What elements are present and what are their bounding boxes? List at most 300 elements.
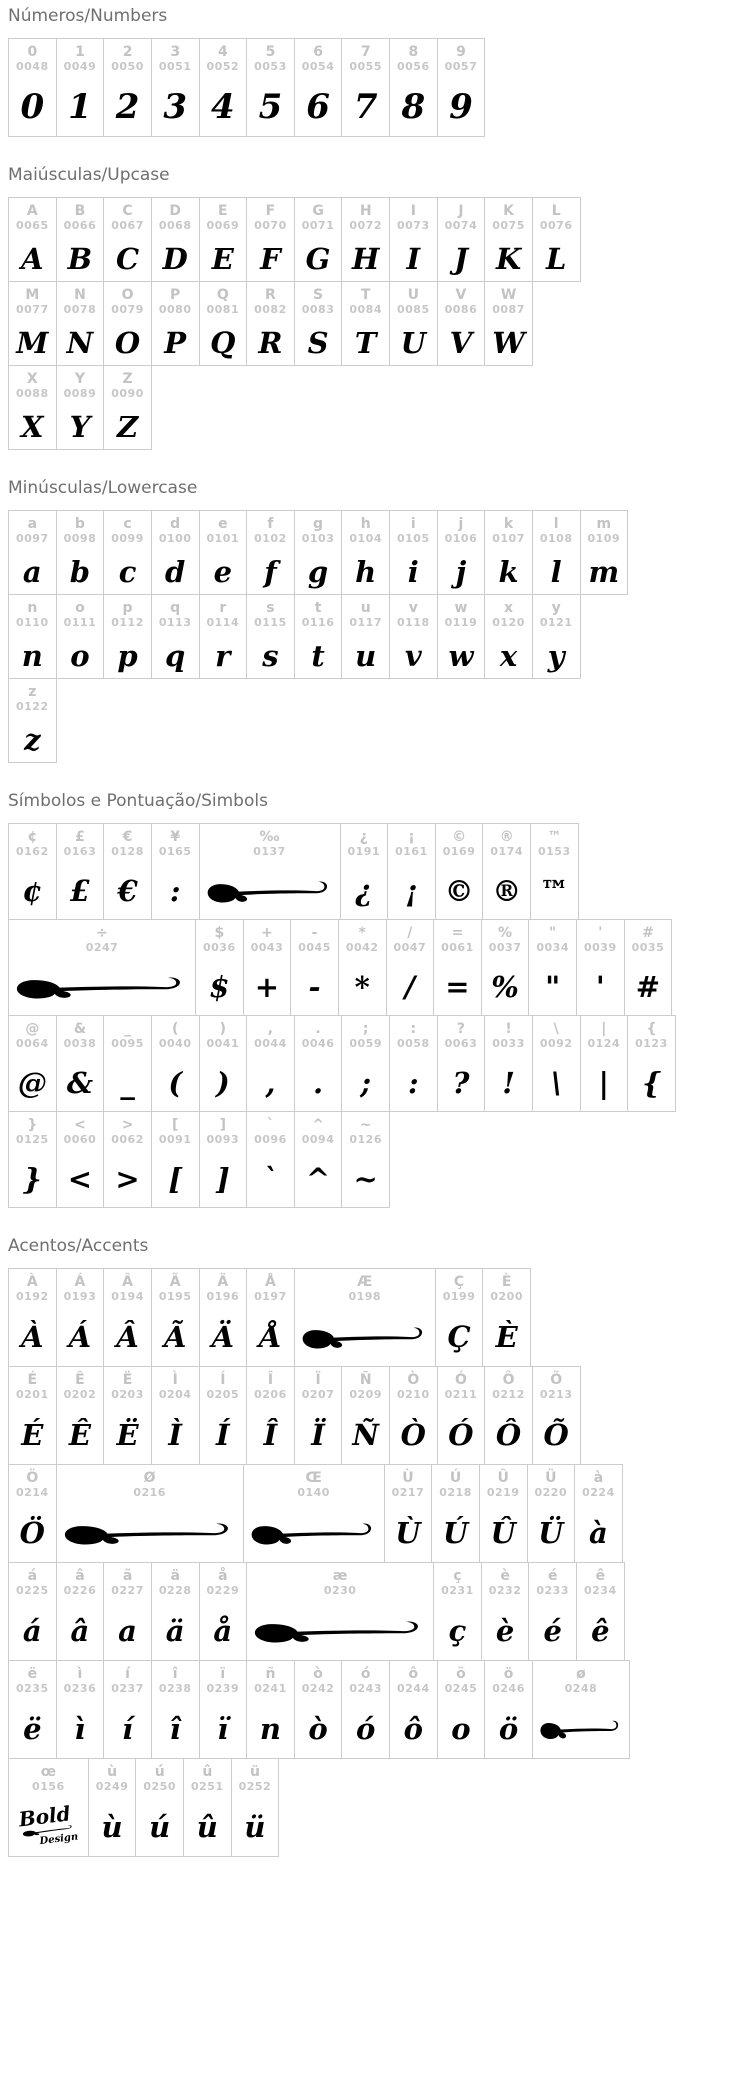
unicode-code: 0140 bbox=[297, 1486, 330, 1499]
unicode-code: 0062 bbox=[111, 1133, 144, 1146]
font-glyph: > bbox=[115, 1162, 140, 1196]
unicode-code: 0105 bbox=[397, 532, 430, 545]
reference-char: 8 bbox=[408, 44, 419, 60]
reference-char: n bbox=[27, 600, 38, 616]
unicode-code: 0061 bbox=[441, 941, 474, 954]
char-cell bbox=[8, 281, 57, 366]
font-glyph: , bbox=[265, 1066, 276, 1100]
font-glyph: Å bbox=[259, 1320, 282, 1354]
char-cell bbox=[8, 1366, 57, 1465]
char-cell bbox=[231, 1758, 280, 1857]
font-glyph: l bbox=[550, 555, 562, 589]
char-cell bbox=[627, 1015, 676, 1112]
unicode-code: 0060 bbox=[63, 1133, 97, 1146]
font-glyph: ä bbox=[165, 1614, 185, 1648]
reference-char: à bbox=[593, 1470, 604, 1486]
char-cell bbox=[246, 281, 295, 366]
font-glyph bbox=[540, 1703, 622, 1755]
reference-char: A bbox=[26, 203, 38, 219]
font-glyph: € bbox=[117, 874, 138, 908]
reference-char: û bbox=[202, 1764, 213, 1780]
font-glyph: ï bbox=[217, 1712, 229, 1746]
char-cell bbox=[8, 823, 57, 920]
char-cell bbox=[341, 1015, 390, 1112]
reference-char: 2 bbox=[122, 44, 133, 60]
reference-char: ™ bbox=[547, 829, 562, 845]
reference-char: Á bbox=[74, 1274, 86, 1290]
font-glyph: © bbox=[444, 874, 474, 908]
font-glyph: ê bbox=[591, 1614, 610, 1648]
char-cell bbox=[341, 281, 390, 366]
font-glyph: v bbox=[404, 639, 422, 673]
reference-char: d bbox=[170, 516, 181, 532]
char-cell bbox=[56, 1562, 105, 1661]
reference-char: 7 bbox=[360, 44, 371, 60]
reference-char: ` bbox=[266, 1117, 274, 1133]
unicode-code: 0085 bbox=[397, 303, 430, 316]
font-glyph: Ù bbox=[395, 1516, 421, 1550]
reference-char: U bbox=[407, 287, 419, 303]
unicode-code: 0103 bbox=[301, 532, 335, 545]
reference-char: ô bbox=[408, 1666, 419, 1682]
unicode-code: 0201 bbox=[16, 1388, 49, 1401]
unicode-code: 0224 bbox=[582, 1486, 615, 1499]
unicode-code: 0125 bbox=[16, 1133, 49, 1146]
unicode-code: 0196 bbox=[206, 1290, 240, 1303]
font-glyph bbox=[254, 1605, 426, 1657]
reference-char: $ bbox=[214, 925, 225, 941]
font-glyph bbox=[207, 866, 333, 916]
unicode-code: 0069 bbox=[206, 219, 240, 232]
reference-char: ‰ bbox=[259, 829, 280, 845]
font-glyph: â bbox=[70, 1614, 90, 1648]
char-cell bbox=[8, 365, 57, 450]
unicode-code: 0161 bbox=[395, 845, 428, 858]
unicode-code: 0107 bbox=[492, 532, 525, 545]
font-glyph: ™ bbox=[539, 874, 569, 908]
font-glyph bbox=[16, 1801, 81, 1853]
reference-char: ] bbox=[219, 1117, 227, 1133]
reference-char: ¿ bbox=[359, 829, 368, 845]
unicode-code: 0119 bbox=[444, 616, 478, 629]
reference-char: ø bbox=[576, 1666, 586, 1682]
font-glyph: ú bbox=[149, 1810, 171, 1844]
char-cell bbox=[8, 1268, 57, 1367]
font-glyph: & bbox=[66, 1066, 94, 1100]
swash-glyph-icon bbox=[16, 972, 188, 1002]
char-cell bbox=[532, 1366, 581, 1465]
char-cell bbox=[246, 510, 295, 595]
font-glyph: ó bbox=[356, 1712, 376, 1746]
char-cell bbox=[199, 1562, 248, 1661]
reference-char: " bbox=[549, 925, 557, 941]
char-row bbox=[8, 365, 152, 450]
font-glyph: U bbox=[400, 326, 426, 360]
font-glyph: # bbox=[635, 970, 661, 1004]
font-glyph: ¿ bbox=[355, 874, 373, 908]
font-glyph: Ç bbox=[447, 1320, 471, 1354]
reference-char: q bbox=[170, 600, 181, 616]
char-cell bbox=[580, 1015, 629, 1112]
unicode-code: 0228 bbox=[158, 1584, 192, 1597]
char-cell bbox=[103, 1111, 152, 1208]
unicode-code: 0235 bbox=[16, 1682, 49, 1695]
char-row bbox=[8, 1660, 630, 1759]
unicode-code: 0114 bbox=[206, 616, 240, 629]
unicode-code: 0037 bbox=[488, 941, 522, 954]
unicode-code: 0092 bbox=[539, 1037, 573, 1050]
unicode-code: 0090 bbox=[111, 387, 144, 400]
char-cell bbox=[103, 510, 152, 595]
reference-char: È bbox=[501, 1274, 512, 1290]
reference-char: # bbox=[642, 925, 654, 941]
unicode-code: 0109 bbox=[587, 532, 621, 545]
reference-char: | bbox=[601, 1021, 607, 1037]
unicode-code: 0091 bbox=[158, 1133, 192, 1146]
reference-char: a bbox=[27, 516, 38, 532]
unicode-code: 0169 bbox=[442, 845, 476, 858]
reference-char: Ó bbox=[454, 1372, 467, 1388]
font-glyph: 8 bbox=[401, 87, 426, 127]
font-glyph: @ bbox=[17, 1066, 47, 1100]
unicode-code: 0093 bbox=[206, 1133, 240, 1146]
font-glyph: Ú bbox=[442, 1516, 469, 1550]
unicode-code: 0210 bbox=[397, 1388, 430, 1401]
font-glyph: ` bbox=[263, 1162, 278, 1196]
char-cell bbox=[294, 510, 343, 595]
char-cell bbox=[246, 1660, 295, 1759]
reference-char: Ç bbox=[453, 1274, 465, 1290]
unicode-code: 0049 bbox=[63, 60, 97, 73]
char-cell bbox=[151, 1111, 200, 1208]
unicode-code: 0043 bbox=[250, 941, 284, 954]
font-glyph: î bbox=[169, 1712, 181, 1746]
font-glyph: ë bbox=[23, 1712, 42, 1746]
font-glyph: ¢ bbox=[22, 874, 43, 908]
font-glyph: P bbox=[164, 326, 187, 360]
char-cell bbox=[8, 1464, 57, 1563]
reference-char: Ä bbox=[217, 1274, 229, 1290]
char-row bbox=[8, 1366, 581, 1465]
reference-char: X bbox=[26, 371, 38, 387]
char-cell bbox=[437, 1660, 486, 1759]
font-glyph: Â bbox=[116, 1320, 139, 1354]
reference-char: É bbox=[27, 1372, 38, 1388]
font-glyph: è bbox=[495, 1614, 515, 1648]
font-glyph: o bbox=[451, 1712, 471, 1746]
font-glyph: g bbox=[307, 555, 329, 589]
reference-char: Õ bbox=[550, 1372, 563, 1388]
reference-char: M bbox=[25, 287, 40, 303]
unicode-code: 0102 bbox=[254, 532, 287, 545]
reference-char: í bbox=[125, 1666, 130, 1682]
unicode-code: 0238 bbox=[158, 1682, 192, 1695]
char-cell bbox=[437, 197, 486, 282]
logo-text-bold: Bold bbox=[17, 1801, 72, 1832]
section-title: Minúsculas/Lowercase bbox=[8, 478, 198, 498]
unicode-code: 0057 bbox=[444, 60, 478, 73]
font-glyph: Ñ bbox=[352, 1418, 379, 1452]
char-row bbox=[8, 38, 485, 137]
font-glyph: a bbox=[22, 555, 42, 589]
unicode-code: 0218 bbox=[439, 1486, 472, 1499]
char-cell bbox=[199, 510, 248, 595]
char-cell bbox=[484, 1660, 533, 1759]
reference-char: R bbox=[265, 287, 276, 303]
font-glyph: S bbox=[307, 326, 329, 360]
unicode-code: 0247 bbox=[85, 941, 119, 954]
section-upper bbox=[8, 165, 722, 450]
unicode-code: 0055 bbox=[349, 60, 382, 73]
font-glyph: ü bbox=[244, 1810, 266, 1844]
reference-char: õ bbox=[456, 1666, 466, 1682]
char-cell bbox=[528, 1562, 577, 1661]
reference-char: K bbox=[503, 203, 514, 219]
unicode-code: 0080 bbox=[158, 303, 192, 316]
reference-char: ¥ bbox=[170, 829, 181, 845]
reference-char: l bbox=[553, 516, 559, 532]
unicode-code: 0067 bbox=[111, 219, 144, 232]
section-title: Símbolos e Pontuação/Simbols bbox=[8, 791, 268, 811]
reference-char: S bbox=[313, 287, 324, 303]
font-glyph: Z bbox=[116, 410, 139, 444]
reference-char: € bbox=[122, 829, 133, 845]
font-glyph: T bbox=[354, 326, 377, 360]
char-cell bbox=[151, 594, 200, 679]
char-cell bbox=[246, 1366, 295, 1465]
char-cell bbox=[103, 365, 152, 450]
unicode-code: 0246 bbox=[492, 1682, 525, 1695]
section-accents bbox=[8, 1236, 722, 1857]
font-glyph: Û bbox=[490, 1516, 516, 1550]
font-glyph: % bbox=[491, 970, 519, 1004]
char-row bbox=[8, 1268, 531, 1367]
unicode-code: 0120 bbox=[492, 616, 525, 629]
reference-char: 6 bbox=[313, 44, 323, 60]
font-glyph bbox=[302, 1311, 428, 1363]
reference-char: 3 bbox=[170, 44, 181, 60]
font-glyph: c bbox=[118, 555, 137, 589]
font-glyph: ® bbox=[492, 874, 522, 908]
char-row bbox=[8, 510, 628, 595]
char-cell bbox=[532, 510, 581, 595]
reference-char: O bbox=[121, 287, 134, 303]
font-glyph: ; bbox=[360, 1066, 372, 1100]
font-glyph: ) bbox=[215, 1066, 230, 1100]
reference-char: Ø bbox=[143, 1470, 156, 1486]
font-glyph: " bbox=[545, 970, 561, 1004]
font-glyph: Ò bbox=[400, 1418, 426, 1452]
unicode-code: 0193 bbox=[63, 1290, 97, 1303]
reference-char: ò bbox=[313, 1666, 323, 1682]
char-cell bbox=[481, 1562, 530, 1661]
reference-char: E bbox=[218, 203, 228, 219]
char-cell bbox=[532, 1660, 630, 1759]
reference-char: Í bbox=[220, 1372, 226, 1388]
char-cell bbox=[294, 1268, 436, 1367]
unicode-code: 0041 bbox=[206, 1037, 240, 1050]
font-glyph: B bbox=[67, 242, 93, 276]
font-glyph: ô bbox=[403, 1712, 423, 1746]
unicode-code: 0202 bbox=[63, 1388, 97, 1401]
char-cell bbox=[135, 1758, 184, 1857]
reference-char: [ bbox=[171, 1117, 179, 1133]
font-glyph: Ö bbox=[19, 1516, 45, 1550]
font-glyph: Ã bbox=[163, 1320, 187, 1354]
unicode-code: 0084 bbox=[349, 303, 382, 316]
font-glyph: q bbox=[165, 639, 186, 673]
char-cell bbox=[532, 594, 581, 679]
unicode-code: 0100 bbox=[158, 532, 192, 545]
font-glyph: D bbox=[162, 242, 188, 276]
reference-char: i bbox=[410, 516, 416, 532]
char-cell bbox=[56, 197, 105, 282]
char-row bbox=[8, 281, 533, 366]
char-cell bbox=[389, 38, 438, 137]
unicode-code: 0112 bbox=[111, 616, 144, 629]
font-glyph: á bbox=[22, 1614, 42, 1648]
unicode-code: 0044 bbox=[254, 1037, 287, 1050]
reference-char: . bbox=[315, 1021, 321, 1037]
char-cell bbox=[294, 1015, 343, 1112]
font-glyph: A bbox=[21, 242, 44, 276]
char-cell bbox=[246, 197, 295, 282]
font-glyph: Ê bbox=[68, 1418, 91, 1452]
font-glyph: d bbox=[165, 555, 186, 589]
font-glyph: Í bbox=[216, 1418, 230, 1452]
char-cell bbox=[340, 823, 389, 920]
font-glyph: ¡ bbox=[405, 874, 418, 908]
unicode-code: 0088 bbox=[16, 387, 49, 400]
font-glyph bbox=[251, 1507, 377, 1559]
reference-char: e bbox=[218, 516, 228, 532]
reference-char: k bbox=[503, 516, 514, 532]
char-cell bbox=[389, 510, 438, 595]
reference-char: - bbox=[311, 925, 318, 941]
char-cell bbox=[183, 1758, 232, 1857]
char-cell bbox=[8, 197, 57, 282]
reference-char: m bbox=[596, 516, 612, 532]
reference-char: _ bbox=[124, 1021, 132, 1037]
char-cell bbox=[389, 1015, 438, 1112]
font-glyph: u bbox=[355, 639, 377, 673]
reference-char: v bbox=[408, 600, 418, 616]
unicode-code: 0071 bbox=[301, 219, 335, 232]
char-cell bbox=[56, 1268, 105, 1367]
font-glyph: 7 bbox=[353, 87, 378, 127]
char-cell bbox=[484, 1015, 533, 1112]
char-cell bbox=[484, 197, 533, 282]
unicode-code: 0110 bbox=[16, 616, 49, 629]
font-glyph: = bbox=[445, 970, 470, 1004]
char-cell bbox=[437, 1366, 486, 1465]
char-cell bbox=[199, 1268, 248, 1367]
font-glyph: ] bbox=[215, 1162, 230, 1196]
reference-char: ç bbox=[453, 1568, 462, 1584]
char-cell bbox=[103, 594, 152, 679]
char-cell bbox=[8, 1111, 57, 1208]
char-cell bbox=[435, 1268, 484, 1367]
char-cell bbox=[624, 919, 673, 1016]
char-cell bbox=[8, 919, 196, 1016]
font-glyph: û bbox=[196, 1810, 218, 1844]
reference-char: 9 bbox=[456, 44, 466, 60]
reference-char: æ bbox=[332, 1568, 348, 1584]
char-cell bbox=[243, 919, 292, 1016]
reference-char: Ë bbox=[122, 1372, 133, 1388]
unicode-code: 0111 bbox=[63, 616, 97, 629]
reference-char: + bbox=[261, 925, 273, 941]
font-glyph: x bbox=[499, 639, 518, 673]
reference-char: Î bbox=[267, 1372, 274, 1388]
reference-char: > bbox=[121, 1117, 134, 1133]
reference-char: h bbox=[360, 516, 371, 532]
font-glyph: Ü bbox=[538, 1516, 564, 1550]
font-glyph: \ bbox=[550, 1066, 562, 1100]
char-cell bbox=[151, 281, 200, 366]
unicode-code: 0207 bbox=[301, 1388, 335, 1401]
font-glyph: Ä bbox=[211, 1320, 235, 1354]
char-cell bbox=[8, 1562, 57, 1661]
reference-char: p bbox=[122, 600, 133, 616]
unicode-code: 0106 bbox=[444, 532, 478, 545]
unicode-code: 0033 bbox=[492, 1037, 525, 1050]
unicode-code: 0048 bbox=[16, 60, 49, 73]
char-cell bbox=[433, 1562, 482, 1661]
unicode-code: 0211 bbox=[444, 1388, 478, 1401]
char-cell bbox=[294, 594, 343, 679]
font-glyph: . bbox=[313, 1066, 324, 1100]
font-glyph: 1 bbox=[68, 87, 92, 127]
char-cell bbox=[437, 594, 486, 679]
font-glyph: m bbox=[588, 555, 620, 589]
unicode-code: 0076 bbox=[539, 219, 573, 232]
char-cell bbox=[484, 510, 533, 595]
unicode-code: 0077 bbox=[16, 303, 49, 316]
unicode-code: 0051 bbox=[158, 60, 192, 73]
char-cell bbox=[56, 594, 105, 679]
font-glyph: W bbox=[492, 326, 525, 360]
unicode-code: 0216 bbox=[133, 1486, 166, 1499]
char-cell bbox=[294, 197, 343, 282]
char-row bbox=[8, 594, 581, 679]
reference-char: À bbox=[26, 1274, 38, 1290]
char-cell bbox=[151, 510, 200, 595]
reference-char: ; bbox=[362, 1021, 369, 1037]
font-glyph: / bbox=[404, 970, 416, 1004]
char-cell bbox=[56, 823, 105, 920]
reference-char: b bbox=[74, 516, 85, 532]
unicode-code: 0242 bbox=[301, 1682, 335, 1695]
reference-char: P bbox=[170, 287, 181, 303]
char-cell bbox=[246, 1562, 434, 1661]
char-cell bbox=[151, 38, 200, 137]
char-cell bbox=[386, 919, 435, 1016]
reference-char: g bbox=[313, 516, 324, 532]
char-cell bbox=[151, 1660, 200, 1759]
char-cell bbox=[484, 594, 533, 679]
reference-char: î bbox=[172, 1666, 178, 1682]
font-glyph: f bbox=[264, 555, 277, 589]
reference-char: ~ bbox=[359, 1117, 372, 1133]
unicode-code: 0056 bbox=[397, 60, 430, 73]
font-glyph: í bbox=[122, 1712, 134, 1746]
char-cell bbox=[580, 510, 629, 595]
char-cell bbox=[437, 38, 486, 137]
char-cell bbox=[341, 1660, 390, 1759]
char-cell bbox=[341, 38, 390, 137]
unicode-code: 0089 bbox=[63, 387, 97, 400]
